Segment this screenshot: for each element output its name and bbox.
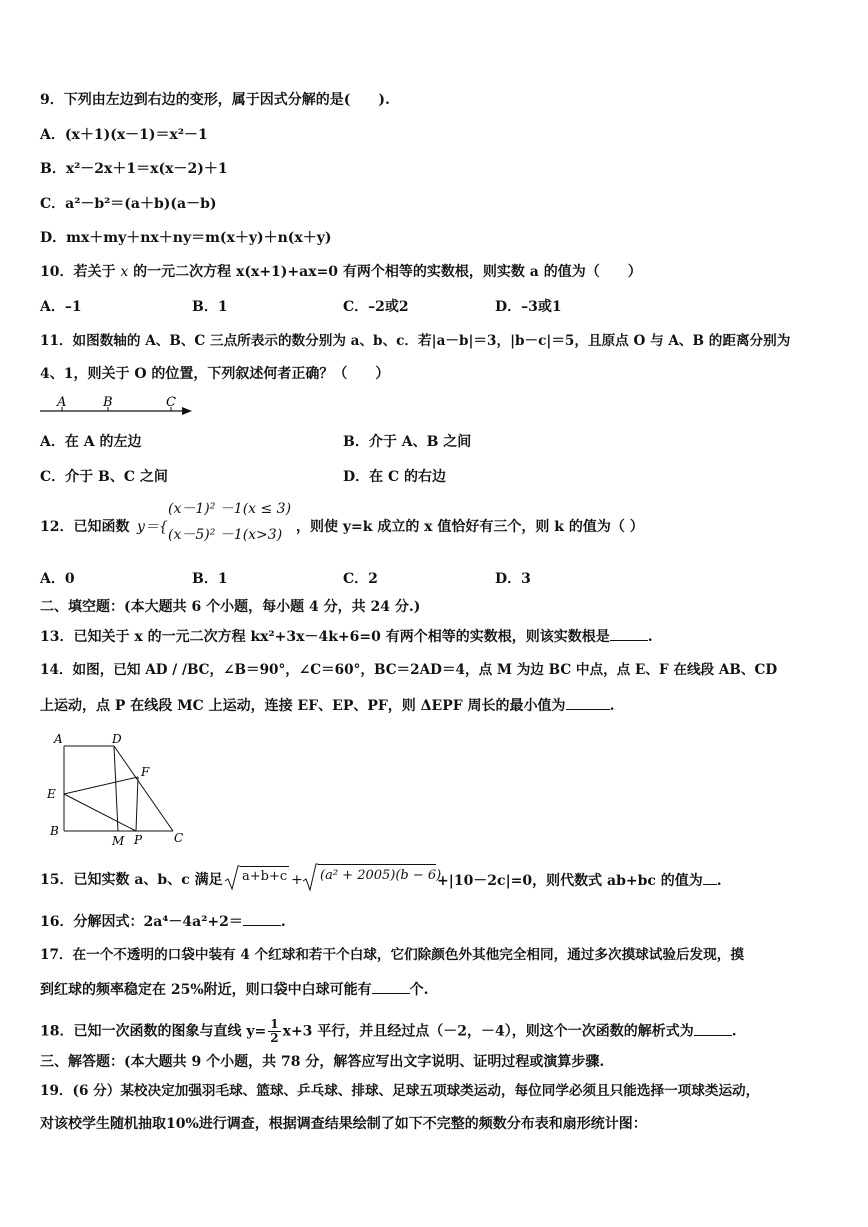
q10-stem	[40, 262, 642, 282]
q12-option-d: D．3	[495, 571, 531, 587]
sqrt-content-1: a+b+c	[240, 866, 289, 887]
sqrt-content-2: (a² + 2005)(b − 6)	[318, 864, 436, 887]
q16-stem	[40, 911, 286, 932]
segment-pf	[136, 777, 138, 831]
q13-end: .	[647, 629, 653, 645]
label-b: B	[50, 824, 59, 838]
q17-line2	[40, 979, 429, 1000]
sqrt-sign-1	[224, 864, 240, 892]
q12-option-b: B．1	[192, 571, 228, 587]
q9-option-b: B．x²－2x＋1＝x(x－2)＋1	[40, 161, 228, 177]
q12-stem-post: ，则使 y=k 成立的 x 值恰好有三个，则 k 的值为（ ）	[296, 519, 644, 535]
q18-fraction	[268, 1018, 280, 1045]
q11-option-b: B．介于 A、B 之间	[343, 434, 472, 450]
q10-option-d: D．–3或1	[495, 299, 562, 315]
q13-blank	[610, 626, 648, 641]
q11-option-d: D．在 C 的右边	[343, 469, 447, 485]
q15-plus: +	[291, 872, 303, 888]
q18-fraction-num: 1	[270, 1017, 279, 1031]
q10-option-a: A．–1	[40, 299, 82, 315]
segment-dm	[114, 746, 118, 831]
q11-line1: 11．如图数轴的 A、B、C 三点所表示的数分别为 a、b、c．若|a－b|＝3，|b－c|＝5，且原点 O 与 A、B 的距离分别为	[40, 333, 791, 349]
q10-stem-pre: 10．若关于	[40, 264, 116, 280]
q13-text: 13．已知关于 x 的一元二次方程 kx²+3x－4k+6=0 有两个相等的实数根，则该实数根是	[40, 629, 610, 645]
q11-option-c: C．介于 B、C 之间	[40, 469, 168, 485]
q10-stem-var: x	[120, 264, 129, 280]
q12-func-var: y＝{	[137, 519, 168, 535]
q10-stem-post: 的一元二次方程 x(x+1)+ax=0 有两个相等的实数根，则实数 a 的值为（ ）	[133, 264, 642, 280]
q15-post-text: +|10－2c|=0，则代数式 ab+bc 的值为	[437, 873, 703, 889]
q17-line1: 17．在一个不透明的口袋中装有 4 个红球和若干个白球，它们除颜色外其他完全相同，通过多次摸球试验后发现，摸	[40, 947, 744, 963]
q12-option-c: C．2	[343, 571, 378, 587]
q10-option-b: B．1	[192, 299, 228, 315]
q11-line2: 4、1，则关于 O 的位置，下列叙述何者正确？（ ）	[40, 366, 390, 382]
q10-option-c: C．–2或2	[343, 299, 409, 315]
q18-pre: 18．已知一次函数的图象与直线 y=	[40, 1023, 267, 1040]
q14-line1: 14．如图，已知 AD / /BC，∠B＝90°，∠C＝60°，BC＝2AD＝4，点 M 为边 BC 中点，点 E、F 在线段 AB、CD	[40, 662, 778, 678]
point-label-b: B	[103, 395, 113, 410]
q11-option-a: A．在 A 的左边	[40, 434, 142, 450]
number-line-arrow	[182, 407, 192, 415]
trapezoid-figure	[40, 728, 200, 850]
number-line-figure	[38, 392, 198, 420]
q16-blank	[243, 911, 281, 926]
q12-piecewise	[168, 496, 291, 548]
segment-ef	[64, 777, 138, 794]
q15-end: .	[716, 873, 722, 889]
segment-ep	[64, 794, 136, 831]
q14-line2-end: .	[609, 698, 615, 714]
label-m: M	[112, 834, 125, 848]
q12-stem-pre: 12．已知函数	[40, 519, 130, 535]
q14-blank	[566, 695, 610, 710]
q9-option-c: C．a²－b²＝(a＋b)(a－b)	[40, 196, 217, 212]
q14-line2-text: 上运动，点 P 在线段 MC 上运动，连接 EF、EP、PF，则 ΔEPF 周长的最小值为	[40, 698, 566, 714]
q9-option-d: D．mx＋my＋nx＋ny＝m(x＋y)＋n(x＋y)	[40, 230, 332, 246]
q12-piece-1: (x－1)² －1(x ≤ 3)	[168, 501, 292, 517]
section-2-heading: 二、填空题：(本大题共 6 个小题，每小题 4 分，共 24 分.)	[40, 599, 421, 615]
q15-blank	[703, 870, 717, 885]
q15-pre: 15．已知实数 a、b、c 满足	[40, 872, 223, 888]
q17-line2-end: 个.	[409, 982, 429, 998]
q9-stem: 9．下列由左边到右边的变形，属于因式分解的是( ).	[40, 92, 390, 108]
q12-option-a: A．0	[40, 571, 75, 587]
q18-post: x+3 平行，并且经过点（－2，－4），则这个一次函数的解析式为	[282, 1023, 694, 1040]
q12-piece-2: (x－5)² －1(x>3)	[168, 527, 283, 543]
label-d: D	[112, 732, 122, 746]
segment-dc	[114, 746, 173, 831]
q19-line1: 19．(6 分）某校决定加强羽毛球、篮球、乒乓球、排球、足球五项球类运动，每位同学必须且只能选择一项球类运动，	[40, 1083, 760, 1099]
sqrt-sign-2	[302, 862, 318, 892]
q15-post	[437, 870, 722, 891]
q16-text: 16．分解因式：2a⁴－4a²+2＝	[40, 914, 243, 930]
q16-end: .	[280, 914, 286, 930]
label-p: P	[134, 833, 143, 847]
q17-line2-text: 到红球的频率稳定在 25%附近，则口袋中白球可能有	[40, 982, 372, 998]
label-f: F	[141, 765, 150, 779]
q18-stem	[40, 1018, 737, 1045]
point-label-a: A	[57, 395, 67, 410]
label-c: C	[174, 831, 184, 845]
label-e: E	[47, 787, 56, 801]
section-3-heading: 三、解答题：(本大题共 9 个小题，共 78 分，解答应写出文字说明、证明过程或演算步骤.	[40, 1054, 605, 1070]
point-label-c: C	[166, 395, 176, 410]
q18-blank	[694, 1021, 732, 1036]
q13-stem	[40, 626, 653, 647]
q14-line2	[40, 695, 614, 716]
q9-option-a: A．(x＋1)(x－1)＝x²－1	[40, 127, 208, 143]
q19-line2: 对该校学生随机抽取10%进行调查，根据调查结果绘制了如下不完整的频数分布表和扇形统计图：	[40, 1116, 647, 1132]
q17-blank	[372, 979, 410, 994]
q18-fraction-den: 2	[270, 1031, 279, 1045]
q18-end: .	[731, 1023, 737, 1040]
label-a: A	[54, 732, 63, 746]
